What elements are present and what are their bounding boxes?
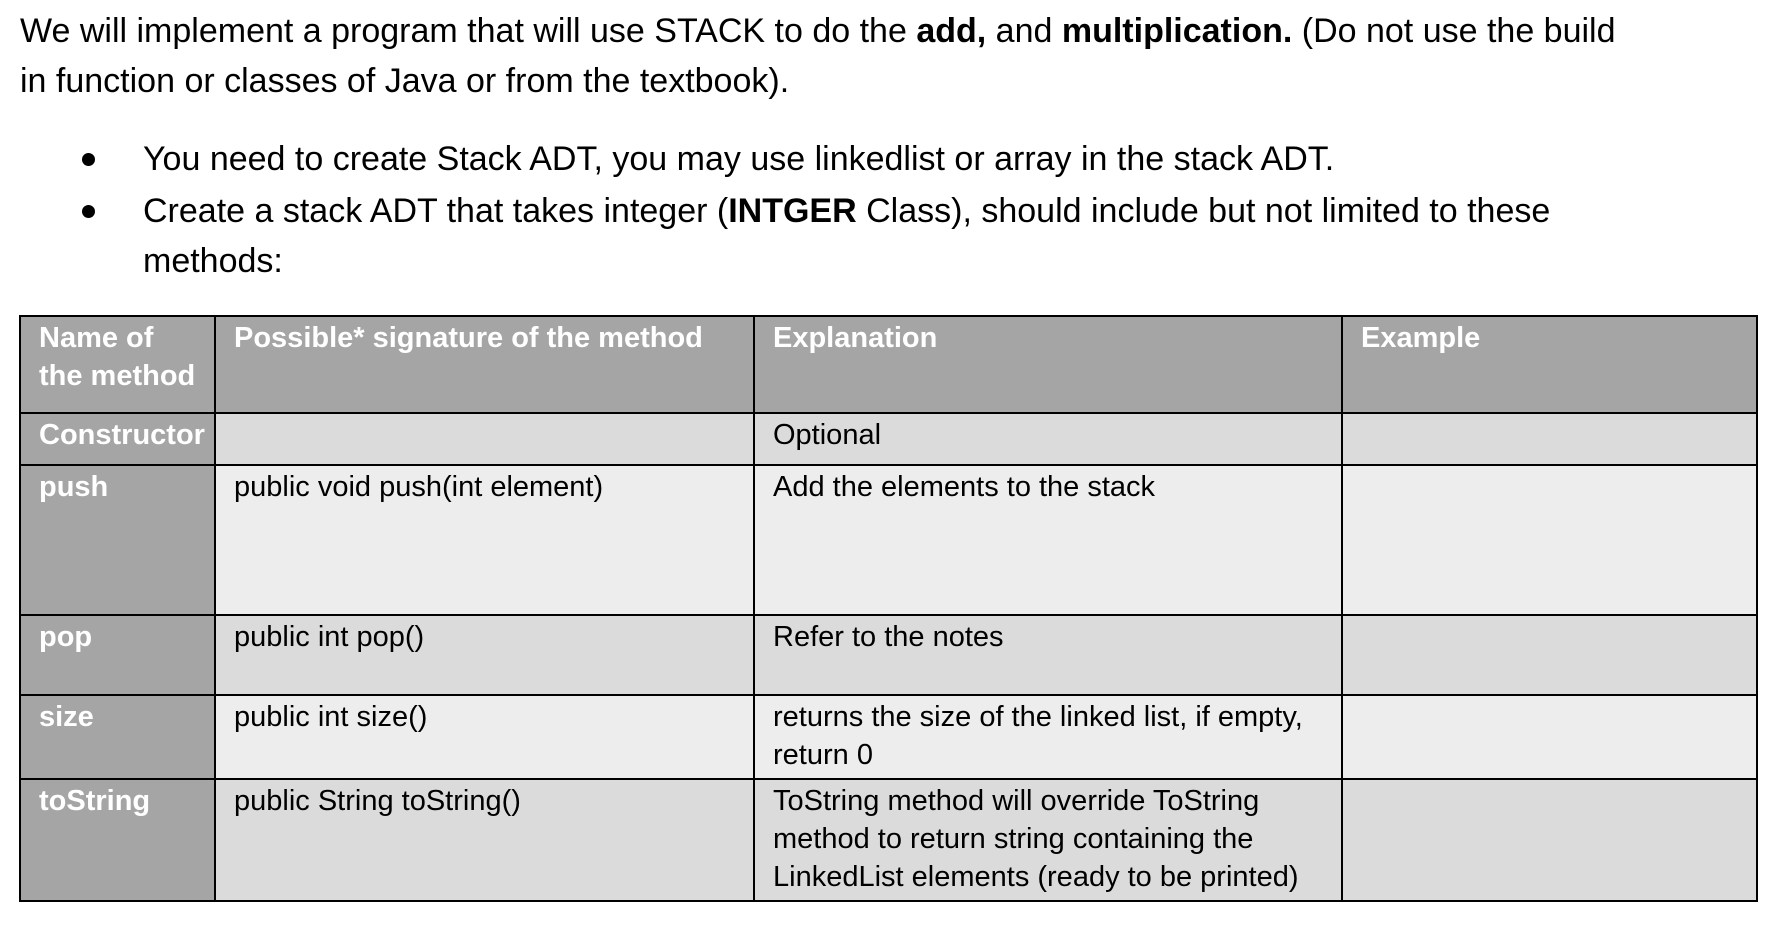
example-cell — [1342, 465, 1757, 615]
requirement-item-integer-stack — [0, 186, 1640, 286]
intro-text-3: (Do not use the build in function or classes of Java or from the textbook). — [20, 12, 1616, 100]
requirement-text-2a: Create a stack ADT that takes integer ( — [143, 192, 729, 230]
explanation-cell: returns the size of the linked list, if empty, return 0 — [754, 695, 1342, 779]
header-name-of-method: Name of the method — [20, 316, 215, 413]
example-cell — [1342, 413, 1757, 465]
table-row — [20, 465, 1757, 615]
requirement-item-stack-adt — [0, 134, 1640, 184]
intro-bold-multiplication: multiplication. — [1061, 12, 1293, 50]
method-name-cell: size — [20, 695, 215, 779]
intro-paragraph — [20, 6, 1640, 106]
intro-bold-add: add, — [916, 12, 987, 50]
table-header-row — [20, 316, 1757, 413]
example-cell — [1342, 695, 1757, 779]
explanation-cell: Add the elements to the stack — [754, 465, 1342, 615]
header-example: Example — [1342, 316, 1757, 413]
header-explanation: Explanation — [754, 316, 1342, 413]
table-row — [20, 695, 1757, 779]
requirement-text-2b: Class), should include but not limited to these methods: — [143, 192, 1551, 280]
header-signature: Possible* signature of the method — [215, 316, 754, 413]
bullet-icon — [82, 205, 95, 218]
method-name-cell: pop — [20, 615, 215, 695]
requirements-list — [0, 134, 1640, 288]
explanation-cell: ToString method will override ToString method to return string containing the LinkedList elements (ready to be printed) — [754, 779, 1342, 901]
explanation-cell: Optional — [754, 413, 1342, 465]
bullet-icon — [82, 153, 95, 166]
methods-table — [19, 315, 1758, 902]
table-row — [20, 413, 1757, 465]
signature-cell — [215, 413, 754, 465]
signature-cell: public String toString() — [215, 779, 754, 901]
example-cell — [1342, 779, 1757, 901]
requirement-bold-intger: INTGER — [728, 192, 857, 230]
table-row — [20, 615, 1757, 695]
intro-text-1: We will implement a program that will use STACK to do the — [20, 12, 917, 50]
example-cell — [1342, 615, 1757, 695]
table-row — [20, 779, 1757, 901]
signature-cell: public int pop() — [215, 615, 754, 695]
signature-cell: public int size() — [215, 695, 754, 779]
intro-text-2: and — [986, 12, 1062, 50]
explanation-cell: Refer to the notes — [754, 615, 1342, 695]
method-name-cell: toString — [20, 779, 215, 901]
method-name-cell: push — [20, 465, 215, 615]
requirement-text-1: You need to create Stack ADT, you may use linkedlist or array in the stack ADT. — [143, 140, 1335, 178]
signature-cell: public void push(int element) — [215, 465, 754, 615]
method-name-cell: Constructor — [20, 413, 215, 465]
